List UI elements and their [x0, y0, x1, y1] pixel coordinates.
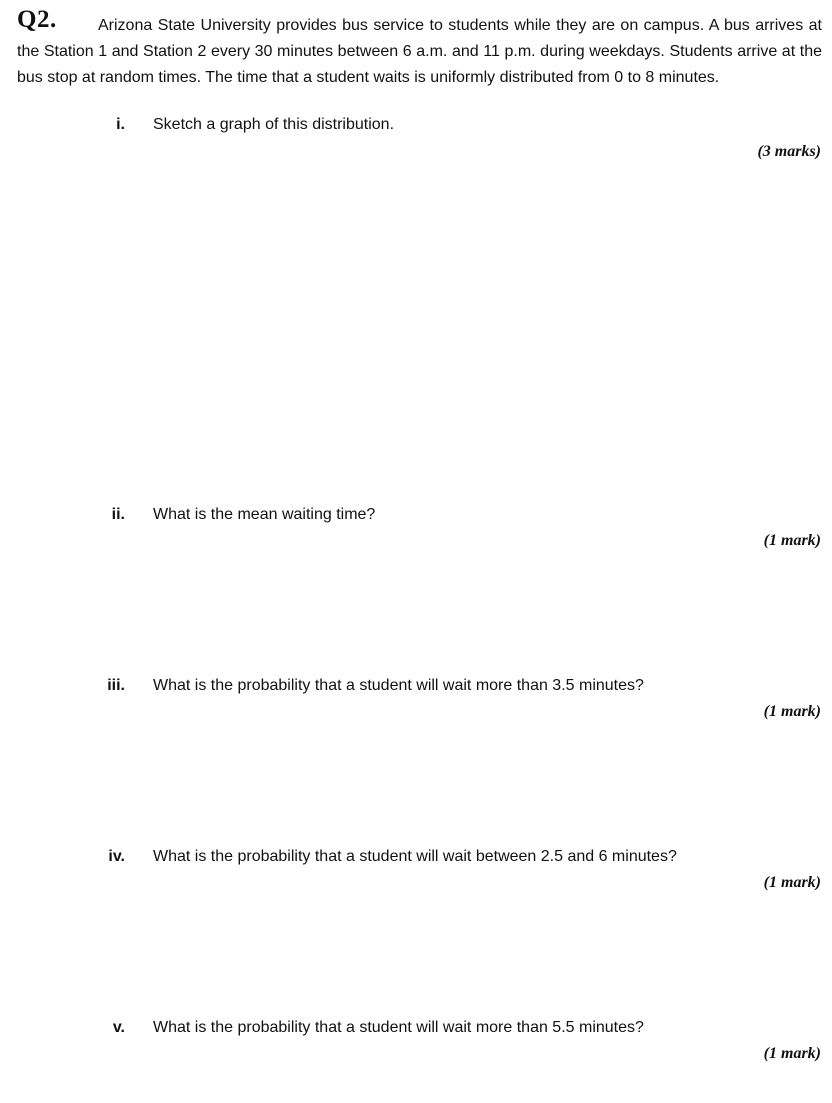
part-question: What is the mean waiting time? — [153, 506, 376, 523]
question-intro: Arizona State University provides bus service to students while they are on campus. A bus arrives at the Station 1 and Station 2 every 30 minutes between 6 a.m. and 11 p.m. during weekdays. Students arrive at the bus stop at random times. The time that a student waits is uniformly distributed from 0 to 8 minutes. — [17, 17, 822, 86]
part-question: What is the probability that a student will wait between 2.5 and 6 minutes? — [153, 848, 677, 865]
part-question: What is the probability that a student will wait more than 5.5 minutes? — [153, 1019, 644, 1036]
part-numeral: ii. — [111, 506, 125, 523]
part-v — [0, 1019, 832, 1043]
part-iii — [0, 677, 832, 701]
part-numeral: iv. — [108, 848, 125, 865]
part-question: Sketch a graph of this distribution. — [153, 116, 395, 133]
question-number: Q2. — [17, 6, 57, 33]
marks-label: (1 mark) — [763, 874, 821, 891]
marks-label: (1 mark) — [763, 1045, 821, 1062]
part-iv — [0, 848, 832, 872]
part-i — [0, 116, 832, 140]
marks-label: (3 marks) — [757, 143, 821, 160]
part-numeral: iii. — [107, 677, 125, 694]
part-numeral: i. — [116, 116, 125, 133]
marks-label: (1 mark) — [763, 532, 821, 549]
part-question: What is the probability that a student will wait more than 3.5 minutes? — [153, 677, 644, 694]
part-numeral: v. — [112, 1019, 125, 1036]
marks-label: (1 mark) — [763, 703, 821, 720]
part-ii — [0, 506, 832, 530]
